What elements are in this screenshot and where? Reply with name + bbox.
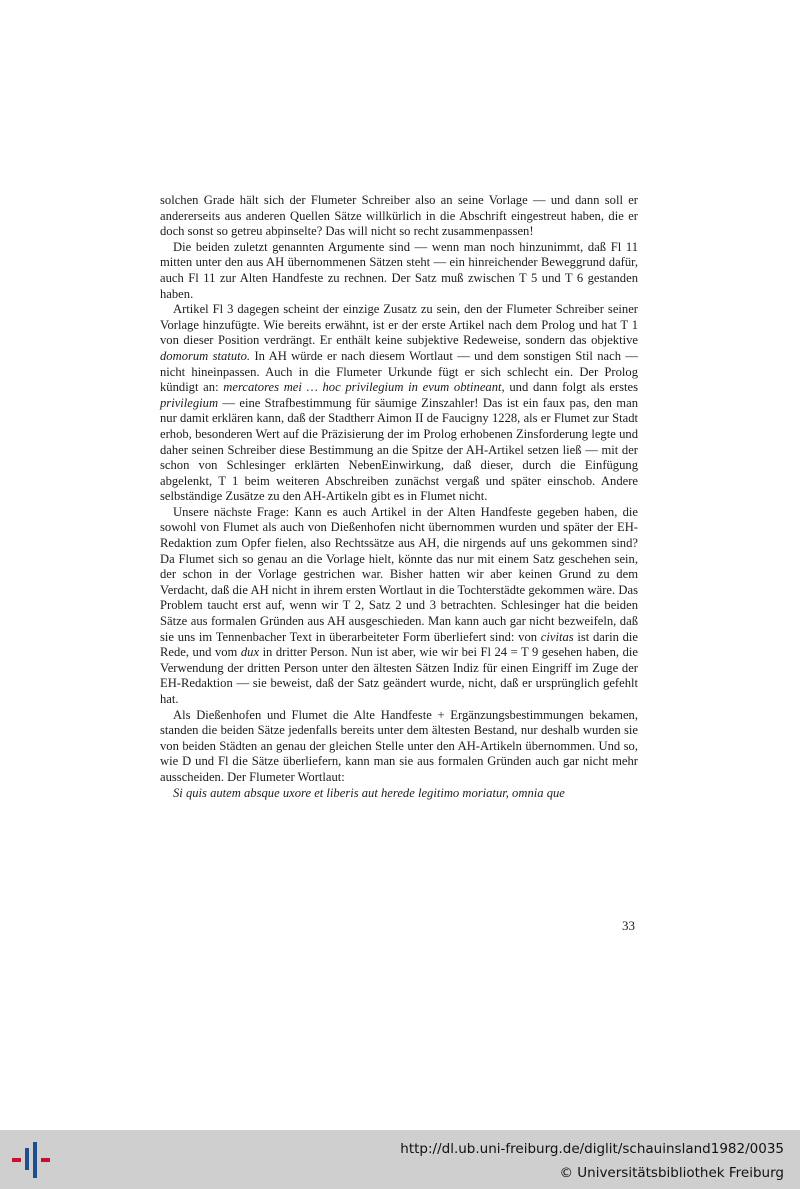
page-number: 33 [622, 918, 635, 933]
text-run: und dann folgt als erstes [504, 380, 638, 395]
italic-phrase: civitas [540, 629, 574, 644]
paragraph [160, 193, 638, 240]
text-run: Artikel Fl 3 dagegen scheint der einzige Zusatz zu sein, den der Flumeter Schreiber seiner Vorlage hinzufügte. Wie bereits erwähnt, ist er der erste Artikel nach dem Prolog und hat T 1 von dieser Position verdrängt. Er enthält keine subjektive Redeweise, sondern das objektive [160, 302, 638, 348]
paragraph [160, 240, 638, 302]
text-run: In AH würde er nach diesem Wortlaut — und dem sonstigen Stil nach — nicht hineinpassen. Auch in die Flumeter Urkunde fügt er sich schlecht ein. Der Prolog kündigt an: [160, 348, 638, 395]
text-run: ist darin die Rede, und vom [160, 629, 638, 660]
italic-phrase: privilegium [160, 395, 219, 410]
paragraph [160, 302, 638, 505]
italic-phrase: dux [240, 645, 260, 660]
text-run: Unsere nächste Frage: Kann es auch Artikel in der Alten Handfeste gegeben haben, die sowohl von Flumet als auch von Dießenhofen nicht übernommen wurden und später der EH-Redaktion zum Opfer fielen, also Rechtssätze aus AH, die nirgends auf uns gekommen sind? Da Flumet sich so genau an die Vorlage hielt, könnte das nur mit einem Satz geschehen sein, der schon in der Vorlage gestrichen war. Bisher hatten wir aber keinen Grund zu dem Verdacht, daß die AH nicht in ihrem ersten Wortlaut in die Tochterstädte gekommen wäre. Das Problem taucht erst auf, wenn wir T 2, Satz 2 und 3 betrachten. Schlesinger hat die beiden Sätze aus formalen Gründen aus AH ausgeschieden. Man kann auch gar nicht bezweifeln, daß sie uns im Tennenbacher Text in überarbeiteter Form überliefert sind: von [160, 504, 638, 644]
text-run: — eine Strafbestimmung für säumige Zinszahler! Das ist ein faux pas, den man nur damit erklären kann, daß der Stadtherr Aimon II de Faucigny 1228, als er Flumet zur Stadt erhob, besonderen Wert auf die Präzisierung der im Prolog erhobenen Zinsforderung legte und daher seinen Schreiber diese Bestimmung an die Spitze der AH-Artikel setzen ließ — mit der schon von Schlesinger erklärten NebenEinwirkung, daß dieser, durch die Einfügung abgelenkt, T 1 beim weiteren Abschreiben zunächst vergaß und später einschob. Andere selbständige Zusätze zu den AH-Artikeln gibt es in Flumet nicht. [160, 395, 638, 504]
paragraph [160, 708, 638, 786]
body-text [160, 193, 638, 801]
quoted-latin-text [160, 786, 638, 802]
italic-phrase: mercatores mei … hoc privilegium in evum obtineant, [223, 380, 505, 395]
italic-phrase: domorum statuto. [160, 348, 251, 363]
permalink-url[interactable]: http://dl.ub.uni-freiburg.de/diglit/schauinsland1982/0035 [400, 1141, 784, 1157]
text-run: Si quis autem absque uxore et liberis aut herede legitimo moriatur, omnia que [173, 785, 565, 800]
text-run: Als Dießenhofen und Flumet die Alte Handfeste + Ergänzungsbestimmungen bekamen, standen die beiden Sätze jedenfalls bereits unter dem ältesten Bestand, nur deshalb wurden sie von beiden Städten an genau der gleichen Stelle unter den AH-Artikeln übernommen. Und so, wie D und Fl die Sätze überliefern, kann man sie aus formalen Gründen auch gar nicht mehr ausscheiden. Der Flumeter Wortlaut: [160, 707, 638, 784]
text-run: solchen Grade hält sich der Flumeter Schreiber also an seine Vorlage — und dann soll er andererseits aus anderen Quellen Sätze willkürlich in die Abschrift eingestreut haben, die er doch sonst so getreu abpinselte? Das will nicht so recht zusammenpassen! [160, 193, 638, 239]
copyright-notice: © Universitätsbibliothek Freiburg [559, 1165, 784, 1181]
text-run: Die beiden zuletzt genannten Argumente sind — wenn man noch hinzunimmt, daß Fl 11 mitten unter den aus AH übernommenen Sätzen steht — ein hinreichender Beweggrund dafür, auch Fl 11 zur Alten Handfeste zu rechnen. Der Satz muß zwischen T 5 und T 6 gestanden haben. [160, 239, 638, 301]
paragraph [160, 505, 638, 708]
text-run: in dritter Person. Nun ist aber, wie wir bei Fl 24 = T 9 gesehen haben, die Verwendung der dritten Person unter den ältesten Sätzen Indiz für einen Eingriff im Zuge der EH-Redaktion — sie beweist, daß der Satz geändert wurde, nicht, daß er ursprünglich gefehlt hat. [160, 645, 638, 706]
ub-freiburg-logo-icon[interactable] [10, 1140, 52, 1180]
viewer-footer [0, 1130, 800, 1189]
